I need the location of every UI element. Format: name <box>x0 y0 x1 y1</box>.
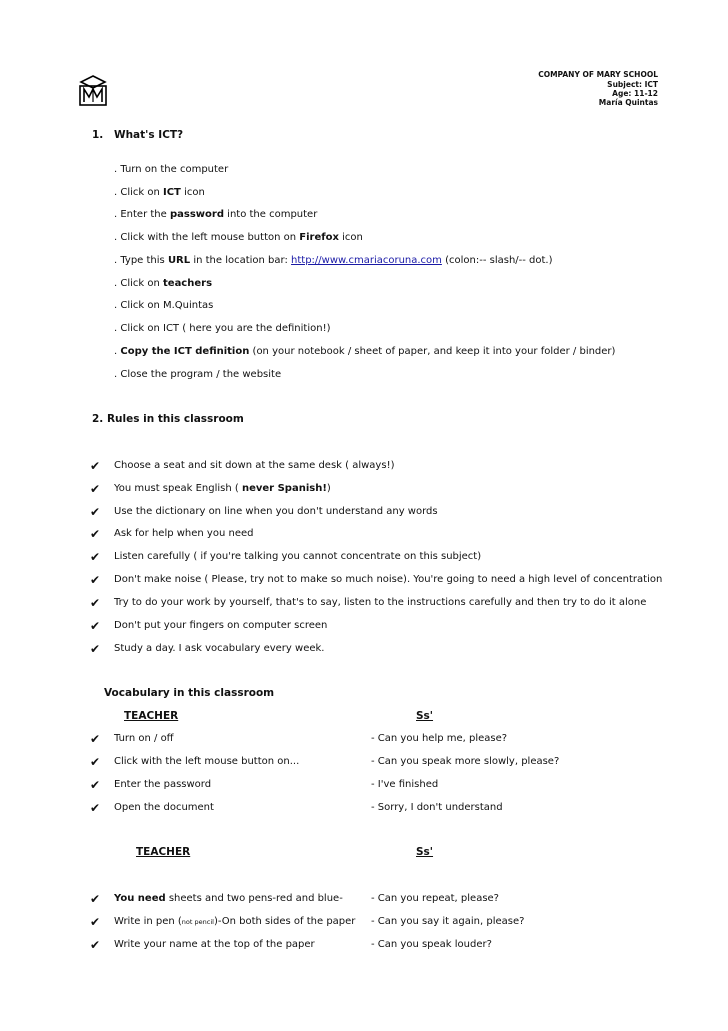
step-item: . Enter the password into the computer <box>114 209 318 220</box>
check-icon: ✔ <box>90 573 101 587</box>
check-icon: ✔ <box>90 892 101 906</box>
check-icon: ✔ <box>90 755 101 769</box>
teacher-phrase: Enter the password <box>114 779 212 790</box>
teacher-phrase: Turn on / off <box>114 733 174 744</box>
ss-column-header: Ss' <box>416 710 434 722</box>
check-icon: ✔ <box>90 801 101 815</box>
ss-phrase: - Can you help me, please? <box>371 733 508 744</box>
section1-title: What's ICT? <box>114 129 184 141</box>
teacher-phrase: Write in pen (not pencil)-On both sides of the paper <box>114 916 356 927</box>
teacher-column-header: TEACHER <box>124 710 179 722</box>
ss-phrase: - Can you speak more slowly, please? <box>371 756 560 767</box>
check-icon: ✔ <box>90 938 101 952</box>
rule-item: Try to do your work by yourself, that's to say, listen to the instructions carefully and then try to do it alone <box>114 597 647 608</box>
school-logo-icon <box>78 75 108 107</box>
subject-label: Subject: ICT <box>607 80 658 89</box>
step-item: . Turn on the computer <box>114 164 229 175</box>
ss-phrase: - Can you speak louder? <box>371 939 492 950</box>
ss-phrase: - I've finished <box>371 779 439 790</box>
ss-phrase: - Can you say it again, please? <box>371 916 525 927</box>
rule-item: Don't put your fingers on computer screen <box>114 620 328 631</box>
vocab-title: Vocabulary in this classroom <box>104 687 275 699</box>
rule-item: You must speak English ( never Spanish!) <box>114 483 331 494</box>
check-icon: ✔ <box>90 505 101 519</box>
school-name: COMPANY OF MARY SCHOOL <box>538 70 658 79</box>
check-icon: ✔ <box>90 619 101 633</box>
step-item: . Close the program / the website <box>114 369 282 380</box>
teacher-phrase: Open the document <box>114 802 214 813</box>
step-item: . Copy the ICT definition (on your notebook / sheet of paper, and keep it into your folder / binder) <box>114 346 616 357</box>
teacher-phrase: Click with the left mouse button on... <box>114 756 300 767</box>
step-item: . Click on teachers <box>114 278 213 289</box>
check-icon: ✔ <box>90 596 101 610</box>
step-item: . Type this URL in the location bar: http://www.cmariacoruna.com (colon:-- slash/-- dot.) <box>114 255 553 266</box>
rule-item: Listen carefully ( if you're talking you cannot concentrate on this subject) <box>114 551 482 562</box>
check-icon: ✔ <box>90 778 101 792</box>
step-item: . Click with the left mouse button on Firefox icon <box>114 232 363 243</box>
check-icon: ✔ <box>90 642 101 656</box>
teacher-name: María Quintas <box>598 98 658 107</box>
check-icon: ✔ <box>90 527 101 541</box>
rule-item: Ask for help when you need <box>114 528 254 539</box>
check-icon: ✔ <box>90 732 101 746</box>
ss-phrase: - Sorry, I don't understand <box>371 802 503 813</box>
rule-item: Use the dictionary on line when you don't understand any words <box>114 506 438 517</box>
check-icon: ✔ <box>90 482 101 496</box>
school-website-link[interactable]: http://www.cmariacoruna.com <box>291 255 442 266</box>
rule-item: Don't make noise ( Please, try not to make so much noise). You're going to need a high level of concentration <box>114 574 663 585</box>
teacher-phrase: You need sheets and two pens-red and blue- <box>114 893 343 904</box>
ss-phrase: - Can you repeat, please? <box>371 893 499 904</box>
age-label: Age: 11-12 <box>612 89 658 98</box>
rule-item: Study a day. I ask vocabulary every week. <box>114 643 325 654</box>
step-item: . Click on ICT ( here you are the definition!) <box>114 323 331 334</box>
step-item: . Click on ICT icon <box>114 187 205 198</box>
teacher-phrase: Write your name at the top of the paper <box>114 939 315 950</box>
section2-title: 2. Rules in this classroom <box>92 413 244 425</box>
ss-column-header: Ss' <box>416 846 434 858</box>
step-item: . Click on M.Quintas <box>114 300 214 311</box>
check-icon: ✔ <box>90 459 101 473</box>
section1-number: 1. <box>92 129 104 141</box>
check-icon: ✔ <box>90 550 101 564</box>
check-icon: ✔ <box>90 915 101 929</box>
teacher-column-header: TEACHER <box>136 846 191 858</box>
rule-item: Choose a seat and sit down at the same desk ( always!) <box>114 460 395 471</box>
